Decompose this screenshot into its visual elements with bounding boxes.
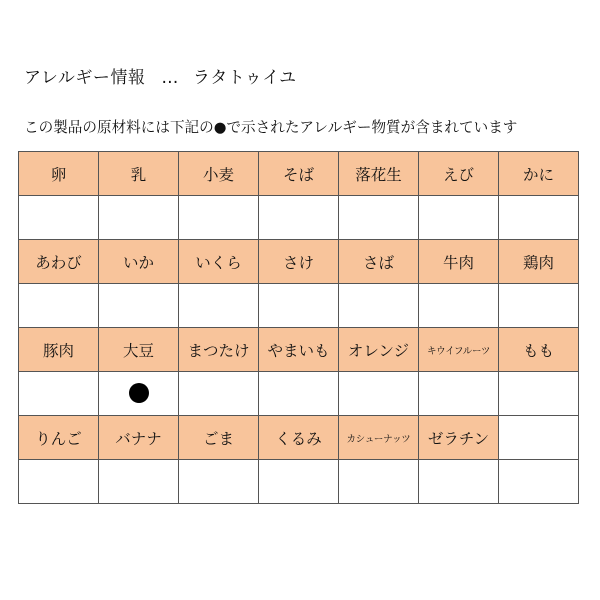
allergen-mark-cell [339, 460, 419, 504]
allergen-name-row [19, 152, 579, 196]
allergen-mark-row [19, 372, 579, 416]
allergen-mark-cell [19, 284, 99, 328]
allergen-name-cell: 乳 [99, 152, 179, 196]
allergen-mark-cell [179, 372, 259, 416]
allergen-mark-cell [99, 460, 179, 504]
allergen-name-cell: 大豆 [99, 328, 179, 372]
allergen-name-cell: 小麦 [179, 152, 259, 196]
allergen-mark-cell [339, 284, 419, 328]
allergen-mark-cell [99, 372, 179, 416]
allergen-name-cell: カシューナッツ [339, 416, 419, 460]
allergen-mark-cell [499, 372, 579, 416]
allergen-name-cell: オレンジ [339, 328, 419, 372]
contains-mark-icon [129, 383, 149, 403]
allergen-name-cell: 落花生 [339, 152, 419, 196]
allergen-name-cell: そば [259, 152, 339, 196]
allergen-mark-cell [99, 284, 179, 328]
allergen-mark-cell [419, 372, 499, 416]
allergen-name-cell: まつたけ [179, 328, 259, 372]
allergen-mark-cell [19, 196, 99, 240]
allergen-mark-cell [499, 284, 579, 328]
allergen-mark-cell [259, 372, 339, 416]
allergen-mark-row [19, 460, 579, 504]
allergen-name-cell: キウイフルーツ [419, 328, 499, 372]
allergen-name-cell: あわび [19, 240, 99, 284]
allergen-name-row [19, 416, 579, 460]
allergen-mark-cell [419, 284, 499, 328]
allergen-mark-cell [339, 372, 419, 416]
allergen-mark-cell [419, 196, 499, 240]
allergen-name-cell: くるみ [259, 416, 339, 460]
allergen-name-cell: かに [499, 152, 579, 196]
allergen-mark-cell [499, 196, 579, 240]
allergen-mark-cell [99, 196, 179, 240]
allergen-table [18, 151, 579, 504]
allergen-mark-cell [339, 196, 419, 240]
allergen-mark-cell [19, 460, 99, 504]
allergen-mark-row [19, 284, 579, 328]
allergen-name-cell: 牛肉 [419, 240, 499, 284]
allergen-name-cell: ごま [179, 416, 259, 460]
allergen-name-cell: さけ [259, 240, 339, 284]
allergen-name-cell: ゼラチン [419, 416, 499, 460]
allergen-name-cell: 鶏肉 [499, 240, 579, 284]
allergen-mark-cell [179, 196, 259, 240]
allergen-name-row [19, 328, 579, 372]
allergen-mark-cell [259, 460, 339, 504]
allergen-mark-cell [259, 196, 339, 240]
allergen-name-cell: いか [99, 240, 179, 284]
allergen-name-cell: 豚肉 [19, 328, 99, 372]
allergy-description: この製品の原材料には下記の●で示されたアレルギー物質が含まれています [24, 119, 518, 136]
allergen-mark-cell [419, 460, 499, 504]
allergen-mark-cell [179, 284, 259, 328]
allergen-name-cell: えび [419, 152, 499, 196]
allergen-mark-cell [499, 460, 579, 504]
title-label: アレルギー情報 [24, 68, 146, 88]
allergen-mark-cell [19, 372, 99, 416]
allergen-name-cell: さば [339, 240, 419, 284]
allergen-name-cell: 卵 [19, 152, 99, 196]
allergen-name-cell: もも [499, 328, 579, 372]
allergen-name-cell: バナナ [99, 416, 179, 460]
allergen-mark-cell [259, 284, 339, 328]
allergen-mark-cell [179, 460, 259, 504]
allergen-mark-row [19, 196, 579, 240]
allergen-name-cell: りんご [19, 416, 99, 460]
allergen-name-cell: いくら [179, 240, 259, 284]
allergen-name-cell: やまいも [259, 328, 339, 372]
allergen-name-cell [499, 416, 579, 460]
title-separator: … [161, 68, 179, 88]
allergen-name-row [19, 240, 579, 284]
allergy-info-title [24, 63, 297, 88]
product-name: ラタトゥイユ [192, 68, 297, 88]
